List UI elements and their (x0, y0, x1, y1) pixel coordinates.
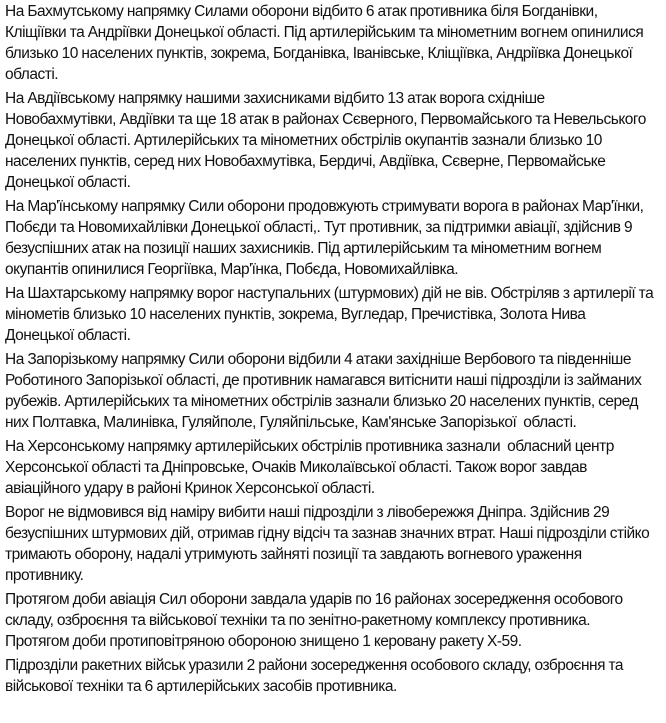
report-paragraph-shakhtarsk: На Шахтарському напрямку ворог наступальних (штурмових) дій не вів. Обстріляв з артилерії та мінометів близько 10 населених пунктів, зокрема, Вугледар, Пречистівка, Золота Нива Донецької області. (5, 285, 657, 344)
report-paragraph-dnipro-left-bank: Ворог не відмовився від наміру вибити наші підрозділи з лівобережжя Дніпра. Здійснив 29 безуспішних штурмових дій, отримав гідну відсіч та зазнав значних втрат. Наші підрозділи стійко тримають оборону, надалі утримують зайняті позиції та завдають вогневого ураження противнику. (5, 504, 653, 584)
report-paragraph-zaporizhzhia: На Запорізькому напрямку Сили оборони відбили 4 атаки західніше Вербового та південніше Роботиного Запорізької області, де противник намагався витіснити наші підрозділи із займаних рубежів. Артилерійських та мінометних обстрілів зазнали близько 20 населених пунктів, серед них Полтавка, Малинівка, Гуляйполе, Гуляйпільське, Кам'янське Запорізької області. (5, 351, 645, 431)
report-paragraph-kherson: На Херсонському напрямку артилерійських обстрілів противника зазнали обласний центр Херсонської області та Дніпровське, Очаків Миколаївської області. Також ворог завдав авіаційного удару в районі Кринок Херсонської області. (5, 438, 618, 497)
report-paragraph-avdiivka: На Авдіївському напрямку нашими захисниками відбито 13 атак ворога східніше Новобахмутівки, Авдіївки та ще 18 атак в районах Сєверного, Первомайського та Невельського Донецької області. Артилерійських та мінометних обстрілів окупантів зазнали близько 10 населених пунктів, серед них Новобахмутівка, Бердичі, Авдіївка, Сєверне, Первомайське Донецької області. (5, 90, 650, 191)
report-paragraph-missile-forces: Підрозділи ракетних військ уразили 2 райони зосередження особового складу, озброєння та військової техніки та 6 артилерійських засобів противника. (5, 657, 627, 695)
report-paragraph-marinka: На Мар'їнському напрямку Сили оборони продовжують стримувати ворога в районах Мар'їнки, Побєди та Новомихайлівки Донецької області,. Тут противник, за підтримки авіації, здійснив 9 безуспішних атак на позиції наших захисників. Під артилерійським та мінометним вогнем окупантів опинилися Георгіївка, Мар'їнка, Побєда, Новомихайлівка. (5, 198, 647, 278)
report-paragraph-bakhmut: На Бахмутському напрямку Силами оборони відбито 6 атак противника біля Богданівки, Кліщіївки та Андріївки Донецької області. Під артилерійським та мінометним вогнем опинилися близько 10 населених пунктів, зокрема, Богданівка, Іванівське, Кліщіївка, Андріївка Донецької області. (5, 3, 647, 83)
report-paragraph-aviation-strikes: Протягом доби авіація Сил оборони завдала ударів по 16 районах зосередження особового складу, озброєння та військової техніки та по зенітно-ракетному комплексу противника. Протягом доби протиповітряною обороною знищено 1 керовану ракету Х-59. (5, 591, 627, 650)
